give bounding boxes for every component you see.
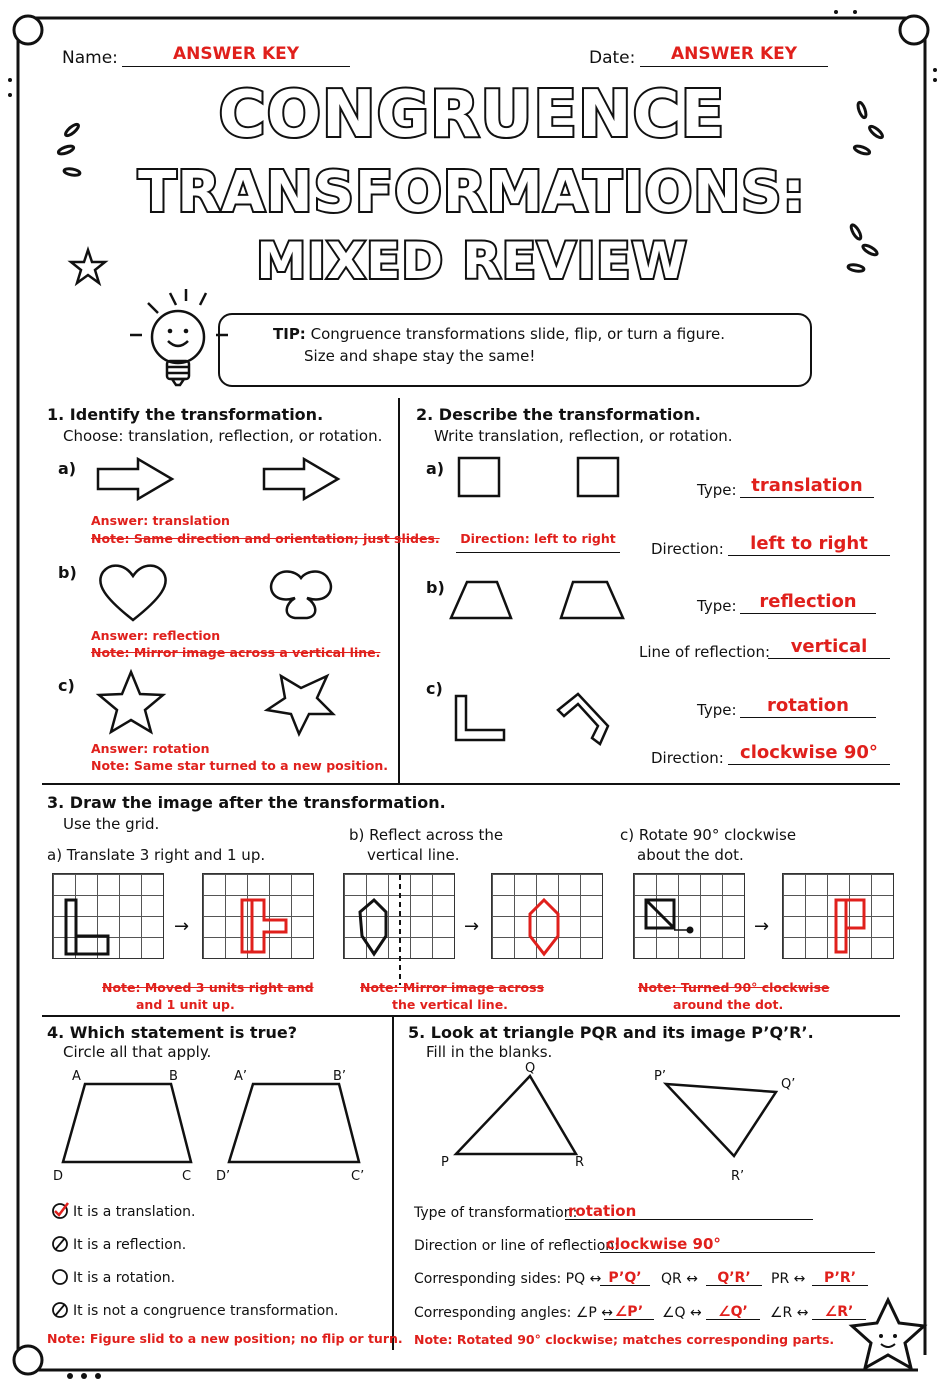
q1c-note: Note: Same star turned to a new position. xyxy=(91,758,388,773)
q5-angle-3: ∠R’ xyxy=(824,1304,854,1320)
q5-vertex-p: P xyxy=(441,1155,449,1170)
title-line-1: CONGRUENCE xyxy=(218,78,726,152)
q4-vertex-d-prime: D’ xyxy=(216,1169,231,1184)
title-line-3: MIXED REVIEW xyxy=(256,232,688,290)
tip-text-line-1: TIP: Congruence transformations slide, flip, or turn a figure. xyxy=(273,325,726,343)
q3a-label: a) Translate 3 right and 1 up. xyxy=(47,846,266,864)
q4-vertex-b-prime: B’ xyxy=(333,1069,347,1084)
q3b-shape-original xyxy=(360,900,386,954)
q1c-label: c) xyxy=(58,676,75,695)
q5-r-label: ∠R ↔ xyxy=(770,1305,809,1321)
q3b-note-1: Note: Mirror image across xyxy=(360,980,545,995)
q3a-note-2: and 1 unit up. xyxy=(136,997,235,1012)
q4-option-3-empty-circle-icon xyxy=(53,1270,67,1284)
q4-option-4[interactable]: It is not a congruence transformation. xyxy=(73,1303,339,1319)
q5-side-3: P’R’ xyxy=(823,1270,857,1286)
q5-angle-1-field[interactable] xyxy=(604,1301,654,1320)
q2c-type-value: rotation xyxy=(767,695,849,716)
q3b-note-2: the vertical line. xyxy=(392,997,508,1012)
q2b-line-label: Line of reflection: xyxy=(639,643,771,661)
q5-qr-label: QR ↔ xyxy=(661,1271,698,1287)
q5-side-2: Q’R’ xyxy=(717,1270,751,1286)
q2a-direction-value: left to right xyxy=(750,533,868,554)
q1b-label: b) xyxy=(58,563,77,582)
q1a-answer: Answer: translation xyxy=(91,513,230,528)
q1-title: 1. Identify the transformation. xyxy=(47,405,324,424)
q2a-direction-note: Direction: left to right xyxy=(460,531,616,546)
q5-note: Note: Rotated 90° clockwise; matches corresponding parts. xyxy=(414,1332,835,1347)
q5-angles-label: Corresponding angles: ∠P ↔ xyxy=(414,1305,613,1321)
divider-vertical-bottom xyxy=(392,1015,394,1350)
q2-subtitle: Write translation, reflection, or rotation. xyxy=(434,427,733,445)
q4-note: Note: Figure slid to a new position; no flip or turn. xyxy=(47,1331,403,1346)
q1a-label: a) xyxy=(58,459,77,478)
q5-type-value: rotation xyxy=(568,1202,637,1220)
q3c-note-1: Note: Turned 90° clockwise xyxy=(638,980,830,995)
q5-type-label: Type of transformation: xyxy=(414,1205,578,1221)
q1-subtitle: Choose: translation, reflection, or rotation. xyxy=(63,427,383,445)
name-value: ANSWER KEY xyxy=(172,44,300,64)
q4-subtitle: Circle all that apply. xyxy=(63,1043,212,1061)
q3-title: 3. Draw the image after the transformation. xyxy=(47,793,446,812)
q2a-type-label: Type: xyxy=(697,481,737,499)
q5-angle-2-field[interactable] xyxy=(706,1301,760,1320)
q2c-type-label: Type: xyxy=(697,701,737,719)
q4-option-2[interactable]: It is a reflection. xyxy=(73,1237,187,1253)
q3c-label-1: c) Rotate 90° clockwise xyxy=(620,826,797,844)
q3c-arrow: → xyxy=(754,916,770,937)
q4-vertex-a-prime: A’ xyxy=(234,1069,248,1084)
q5-vertex-r: R xyxy=(575,1155,585,1170)
q2a-type-value: translation xyxy=(751,475,863,496)
q5-direction-value: clockwise 90° xyxy=(606,1235,721,1253)
q1c-answer: Answer: rotation xyxy=(91,741,210,756)
q4-vertex-c: C xyxy=(182,1169,192,1184)
q5-sides-label: Corresponding sides: PQ ↔ xyxy=(414,1271,602,1287)
q2c-direction-value: clockwise 90° xyxy=(740,742,878,763)
q2-title: 2. Describe the transformation. xyxy=(416,405,701,424)
q5-vertex-p-prime: P’ xyxy=(654,1069,666,1084)
q4-option-1-checkmark-icon xyxy=(53,1203,68,1218)
q2b-type-label: Type: xyxy=(697,597,737,615)
q1b-answer: Answer: reflection xyxy=(91,628,221,643)
q4-vertex-c-prime: C’ xyxy=(351,1169,365,1184)
q2b-line-value: vertical xyxy=(790,636,868,657)
q4-title: 4. Which statement is true? xyxy=(47,1023,297,1042)
q3b-label-2: vertical line. xyxy=(367,846,460,864)
q5-pr-label: PR ↔ xyxy=(771,1271,806,1287)
q5-direction-label: Direction or line of reflection: xyxy=(414,1238,619,1254)
q3b-arrow: → xyxy=(464,916,480,937)
q4-option-3[interactable]: It is a rotation. xyxy=(73,1270,176,1286)
q5-vertex-q-prime: Q’ xyxy=(781,1077,796,1092)
q4-option-2-cross-icon xyxy=(53,1237,67,1251)
q4-vertex-d: D xyxy=(53,1169,64,1184)
q3a-arrow: → xyxy=(174,916,190,937)
q3b-label-1: b) Reflect across the xyxy=(349,826,504,844)
q3b-shape-image xyxy=(530,900,558,954)
q3-subtitle: Use the grid. xyxy=(63,815,160,833)
divider-horizontal-2 xyxy=(42,1015,900,1017)
q2b-type-value: reflection xyxy=(759,591,857,612)
title-line-2: TRANSFORMATIONS: xyxy=(138,160,806,225)
q5-side-1: P’Q’ xyxy=(608,1270,642,1286)
q3a-shape-image xyxy=(242,900,286,952)
q2a-label: a) xyxy=(426,459,445,478)
q5-side-2-field[interactable] xyxy=(706,1267,762,1286)
q2b-label: b) xyxy=(426,578,445,597)
q4-option-1[interactable]: It is a translation. xyxy=(73,1204,196,1220)
q5-triangle-original xyxy=(456,1076,576,1154)
q5-angle-2: ∠Q’ xyxy=(718,1304,748,1320)
q5-angle-3-field[interactable] xyxy=(812,1301,866,1320)
q1a-note: Note: Same direction and orientation; just slides. xyxy=(91,531,440,546)
q5-q-label: ∠Q ↔ xyxy=(662,1305,702,1321)
q5-title: 5. Look at triangle PQR and its image P’Q’R’. xyxy=(408,1023,814,1042)
date-label: Date: xyxy=(589,48,636,68)
q5-vertex-q: Q xyxy=(525,1061,536,1076)
q5-subtitle: Fill in the blanks. xyxy=(426,1043,553,1061)
q5-type-field[interactable] xyxy=(565,1201,813,1220)
q4-option-marks xyxy=(50,1200,72,1325)
date-value: ANSWER KEY xyxy=(670,44,798,64)
q2c-direction-label: Direction: xyxy=(651,749,724,767)
q3a-shape-original xyxy=(66,900,108,954)
q4-trapezoid-image xyxy=(229,1084,359,1162)
q5-side-1-field[interactable] xyxy=(600,1267,650,1286)
q3a-note-1: Note: Moved 3 units right and xyxy=(102,980,314,995)
q4-vertex-b: B xyxy=(169,1069,178,1084)
q2a-direction-label: Direction: xyxy=(651,540,724,558)
q5-angle-1: ∠P’ xyxy=(614,1304,644,1320)
q5-triangle-image xyxy=(666,1084,776,1156)
q1b-note: Note: Mirror image across a vertical line. xyxy=(91,645,381,660)
q2c-label: c) xyxy=(426,679,443,698)
q5-vertex-r-prime: R’ xyxy=(731,1169,745,1184)
q3c-shape-original xyxy=(646,900,674,928)
name-label: Name: xyxy=(62,48,118,68)
tip-text-line-2: Size and shape stay the same! xyxy=(304,347,536,365)
q4-vertex-a: A xyxy=(72,1069,81,1084)
q4-option-4-cross-icon xyxy=(53,1303,67,1317)
q3c-shape-image xyxy=(836,900,864,952)
q3c-note-2: around the dot. xyxy=(673,997,784,1012)
q5-side-3-field[interactable] xyxy=(812,1267,868,1286)
q4-trapezoids xyxy=(45,1066,385,1186)
q5-direction-field[interactable] xyxy=(600,1234,875,1253)
q5-triangles xyxy=(440,1070,800,1170)
q4-trapezoid-original xyxy=(63,1084,191,1162)
q3c-label-2: about the dot. xyxy=(637,846,744,864)
